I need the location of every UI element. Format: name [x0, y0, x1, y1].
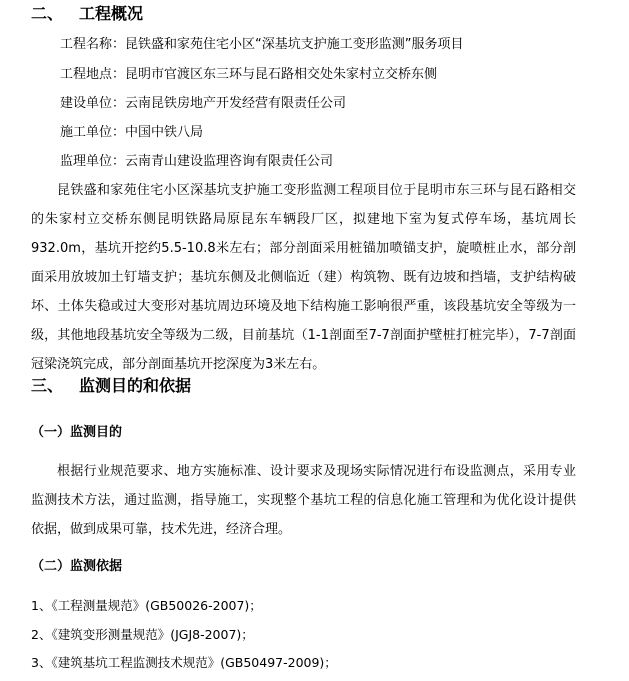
section-2-number: 二、 — [31, 4, 64, 23]
monitoring-purpose-paragraph: 根据行业规范要求、地方实施标准、设计要求及现场实际情况进行布设监测点，采用专业监测技术方法，通过监测，指导施工，实现整个基坑工程的信息化施工管理和为优化设计提供依据，做到成果可靠，技术先进，经济合理。 — [31, 464, 576, 537]
section-3-heading — [31, 376, 191, 396]
basis-item: 1、《工程测量规范》(GB50026-2007)； — [31, 598, 262, 613]
section-3-title: 监测目的和依据 — [79, 376, 192, 395]
section-2-title: 工程概况 — [79, 4, 144, 23]
monitoring-basis-title: （二）监测依据 — [31, 559, 123, 574]
basis-item: 3、《建筑基坑工程监测技术规范》(GB50497-2009)； — [31, 655, 337, 670]
monitoring-purpose-title: （一）监测目的 — [31, 425, 123, 440]
construction-unit: 建设单位：云南昆铁房地产开发经营有限责任公司 — [60, 96, 347, 111]
builder-unit: 施工单位：中国中铁八局 — [60, 125, 204, 140]
supervision-unit: 监理单位：云南青山建设监理咨询有限责任公司 — [60, 154, 334, 169]
basis-item: 2、《建筑变形测量规范》(JGJ8-2007)； — [31, 627, 254, 642]
project-name: 工程名称：昆铁盛和家苑住宅小区“深基坑支护施工变形监测”服务项目 — [60, 37, 464, 52]
project-location: 工程地点：昆明市官渡区东三环与昆石路相交处朱家村立交桥东侧 — [60, 67, 438, 82]
project-overview-paragraph: 昆铁盛和家苑住宅小区深基坑支护施工变形监测工程项目位于昆明市东三环与昆石路相交的朱家村立交桥东侧昆明铁路局原昆东车辆段厂区，拟建地下室为复式停车场，基坑周长932.0m，基坑开挖约5.5-10.8米左右；部分剖面采用桩锚加喷锚支护，旋喷桩止水，部分剖面采用放坡加土钉墙支护；基坑东侧及北侧临近（建）构筑物、既有边坡和挡墙，支护结构破坏、土体失稳或过大变形对基坑周边环境及地下结构施工影响很严重，该段基坑安全等级为一级，其他地段基坑安全等级为二级，目前基坑（1-1剖面至7-7剖面护壁桩打桩完毕），7-7剖面冠梁浇筑完成，部分剖面基坑开挖深度为3米左右。 — [31, 183, 576, 372]
section-2-heading — [31, 4, 143, 24]
section-3-number: 三、 — [31, 376, 64, 395]
